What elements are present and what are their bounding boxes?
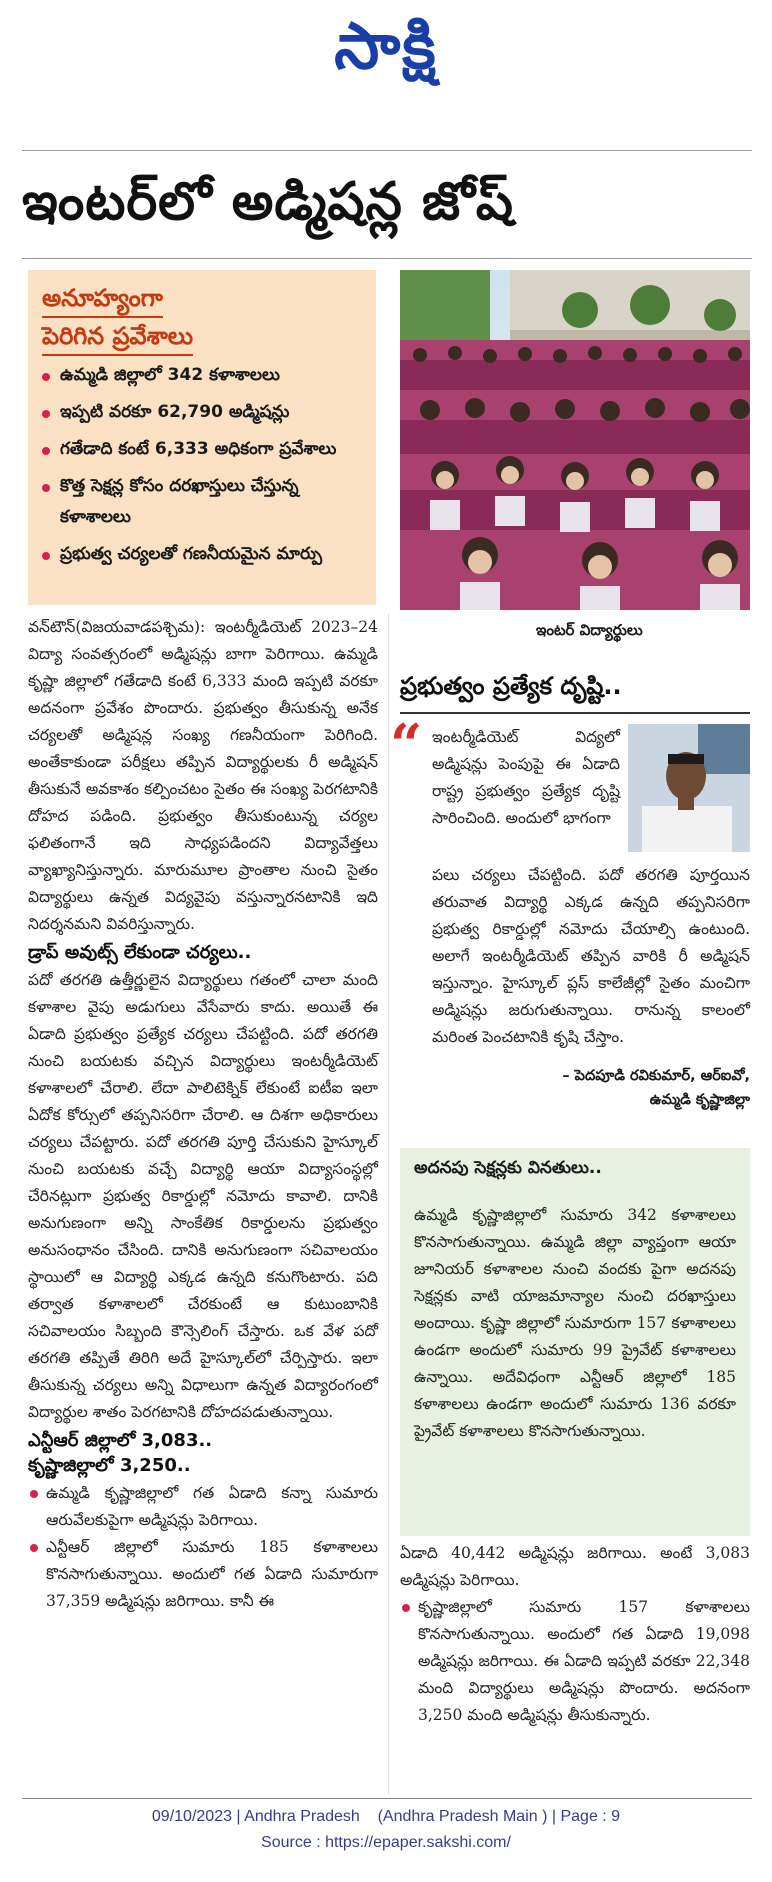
highlight-item: ఇప్పటి వరకూ 62,790 అడ్మిషన్లు (34, 397, 370, 428)
photo-caption: ఇంటర్‌ విద్యార్థులు (536, 621, 643, 639)
highlight-item: ప్రభుత్వ చర్యలతో గణనీయమైన మార్పు (34, 539, 370, 570)
highlight-item: ఉమ్మడి జిల్లాలో 342 కళాశాలలు (34, 360, 370, 391)
quote-continued: పలు చర్యలు చేపట్టింది. పదో తరగతి పూర్తయిన తరువాత విద్యార్థి ఎక్కడ ఉన్నది తప్పనిసరిగా ప్రభుత్వ రికార్డుల్లో నమోదు చేయాల్సి ఉంటుంది. అలాగే ఇంటర్మీడియెట్‌ తప్పిన వారికి రీ అడ్మిషన్‌ ఇస్తున్నాం. హైస్కూల్‌ ప్లస్‌ కాలేజీల్లో సైతం మంచిగా అడ్మిషన్లు జరుగుతున్నాయి. రానున్న కాలంలో మరింత పెంచటానికి కృషి చేస్తాం. (432, 866, 750, 1046)
highlight-title: అనూహ్యంగా పెరిగిన ప్రవేశాలు (42, 280, 193, 356)
right-bottom (400, 1540, 750, 1729)
footer-dateline: 09/10/2023 | Andhra Pradesh (Andhra Pradesh Main ) | Page : 9 (151, 1808, 621, 1825)
sections-body: ఉమ్మడి కృష్ణాజిల్లాలో సుమారు 342 కళాశాలలు కొనసాగుతున్నాయి. ఉమ్మడి జిల్లా వ్యాప్తంగా ఆయా జూనియర్‌ కళాశాలల నుంచి వందకు పైగా అదనపు సెక్షన్లకు వాటి యాజమాన్యాల నుంచి దరఖాస్తులు అందాయి. కృష్ణా జిల్లాలో సుమారుగా 157 కళాశాలలు ఉండగా అందులో సుమారు 99 ప్రైవేట్‌ కళాశాలలు ఉన్నాయి. అదేవిధంగా ఎన్టీఆర్‌ జిల్లాలో 185 కళాశాలలు ఉండగా అందులో సుమారు 136 వరకూ ప్రైవేట్‌ కళాశాలలు కొనసాగుతున్నాయి. (414, 1206, 736, 1440)
article-intro: వన్‌టౌన్‌(విజయవాడపశ్చిమ): ఇంటర్మీడియెట్‌ 2023–24 విద్యా సంవత్సరంలో అడ్మిషన్లు బాగా పెరిగాయి. ఉమ్మడి కృష్ణా జిల్లాలో గతేడాది కంటే 6,333 మంది ఇప్పటి వరకూ అదనంగా ప్రవేశం పొందారు. ప్రభుత్వం తీసుకున్న అనేక చర్యలతో అడ్మిషన్ల సంఖ్య గణనీయంగా పెరిగింది. అంతేకాకుండా పరీక్షలు తప్పిన విద్యార్థులకు రీ అడ్మిషన్‌ తీసుకునే అవకాశం కల్పించటం సైతం ఈ సంఖ్య పెరగటానికి దోహద పడింది. ప్రభుత్వం తీసుకుంటున్న చర్యల ఫలితంగానే ఇది సాధ్యపడిందని విద్యావేత్తలు వ్యాఖ్యానిస్తున్నారు. మారుమూల ప్రాంతాల నుంచి సైతం విద్యార్థులు ఉన్నత విద్యవైపు వస్తున్నారనటానికి ఇది నిదర్శనమని వివరిస్తున్నారు. (28, 618, 378, 933)
highlight-list (34, 360, 370, 576)
official-portrait (628, 724, 750, 852)
right-heading: ప్రభుత్వం ప్రత్యేక దృష్టి.. (400, 672, 622, 700)
divider (22, 258, 752, 259)
divider (22, 150, 752, 151)
quote-text: ఇంటర్మీడియెట్‌ విద్యలో అడ్మిషన్లు పెంపుపై ఈ ఏడాది రాష్ట్ర ప్రభుత్వం ప్రత్యేక దృష్టి సారించింది. అందులో భాగంగా (432, 728, 620, 827)
portrait-illustration (628, 724, 750, 852)
footer (0, 1804, 772, 1856)
footer-source: Source : https://epaper.sakshi.com/ (261, 1834, 511, 1851)
sections-box (400, 1148, 750, 1536)
students-photo (400, 270, 750, 610)
bullet-paragraph: కృష్ణాజిల్లాలో సుమారు 157 కళాశాలలు కొనసాగుతున్నాయి. అందులో గత ఏడాది 19,098 అడ్మిషన్లు జరిగాయి. ఈ ఏడాది ఇప్పటి వరకూ 22,348 మంది విద్యార్థులు అడ్మిషన్లు పొందారు. అదనంగా 3,250 మంది అడ్మిషన్లు తీసుకున్నారు. (400, 1594, 750, 1729)
students-photo-illustration (400, 270, 750, 610)
divider (22, 1798, 752, 1799)
sections-heading: అదనపు సెక్షన్లకు వినతులు.. (414, 1158, 602, 1178)
highlight-item: గతేడాది కంటే 6,333 అధికంగా ప్రవేశాలు (34, 434, 370, 465)
subhead-krishna: కృష్ణాజిల్లాలో 3,250.. (28, 1455, 191, 1476)
article-para: ఏడాది 40,442 అడ్మిషన్లు జరిగాయి. అంటే 3,083 అడ్మిషన్లు పెరిగాయి. (400, 1544, 750, 1589)
subhead-ntr: ఎన్టీఆర్‌ జిల్లాలో 3,083.. (28, 1430, 213, 1451)
masthead (0, 10, 772, 99)
subhead-dropouts: డ్రాప్‌ అవుట్స్‌ లేకుండా చర్యలు.. (28, 942, 252, 963)
highlight-item: కొత్త సెక్షన్ల కోసం దరఖాస్తులు చేస్తున్న కళాశాలలు (34, 471, 370, 533)
quote-icon: “ (390, 712, 423, 778)
bullet-paragraph: ఉమ్మడి కృష్ణాజిల్లాలో గత ఏడాది కన్నా సుమారు ఆరువేలకుపైగా అడ్మిషన్లు పెరిగాయి. (28, 1480, 378, 1534)
bullet-paragraph: ఎన్టీఆర్‌ జిల్లాలో సుమారు 185 కళాశాలలు కొనసాగుతున్నాయి. అందులో గత ఏడాది సుమారుగా 37,359 అడ్మిషన్లు జరిగాయి. కానీ ఈ (28, 1534, 378, 1615)
highlight-box (28, 270, 376, 605)
newspaper-logo: సాక్షి (334, 10, 438, 84)
article-para: పదో తరగతి ఉత్తీర్ణులైన విద్యార్థులు గతంలో చాలా మంది కళాశాల వైపు అడుగులు వేసేవారు కాదు. అయితే ఈ ఏడాది ప్రభుత్వం ప్రత్యేక చర్యలు చేపట్టింది. పదో తరగతి నుంచి బయటకు వచ్చిన విద్యార్థులు ఇంటర్మీడియెట్‌ కళాశాలలో చేరాలి. లేదా పాలిటెక్నిక్‌ లేకుంటే ఐటీఐ ఇలా ఏదోక కోర్సులో తప్పనిసరిగా చేరాలి. ఆ దిశగా అధికారులు చర్యలు చేపట్టారు. పదో తరగతి పూర్తి చేసుకుని హైస్కూల్‌ నుంచి బయటకు వచ్చే విద్యార్థి ఆయా విద్యాసంస్థల్లో చేరినట్లుగా ప్రభుత్వ రికార్డుల్లో నమోదు కావాలి. దానికి అనుగుణంగా అన్ని సాంకేతిక రికార్డులను ప్రభుత్వం అనుసంధానం చేసింది. దానికి అనుగుణంగా సచివాలయం స్థాయిలో ఆ విద్యార్థి ఎక్కడ ఉన్నది కనుగొంటారు. పది తర్వాత కళాశాలలో చేరకుంటే ఆ కుటుంబానికి సచివాలయం సిబ్బంది కౌన్సెలింగ్‌ చేస్తారు. ఒక వేళ పదో తరగతి తప్పితే తిరిగి అదే హైస్కూల్‌లో చేర్పిస్తారు. ఇలా తీసుకున్న చర్యలు అన్ని విధాలుగా ఉన్నత విద్యారంగంలో విద్యార్థుల శాతం పెరగటానికి దోహదపడుతున్నాయి. (28, 971, 378, 1421)
headline: ఇంటర్‌లో అడ్మిషన్ల జోష్‌ (22, 172, 514, 232)
column-divider (388, 614, 389, 1794)
divider (400, 712, 750, 714)
quote-attribution: – పెదపూడి రవికుమార్‌, ఆర్‌ఐవో, ఉమ్మడి కృష్ణాజిల్లా (562, 1068, 750, 1108)
left-article (28, 614, 378, 1615)
